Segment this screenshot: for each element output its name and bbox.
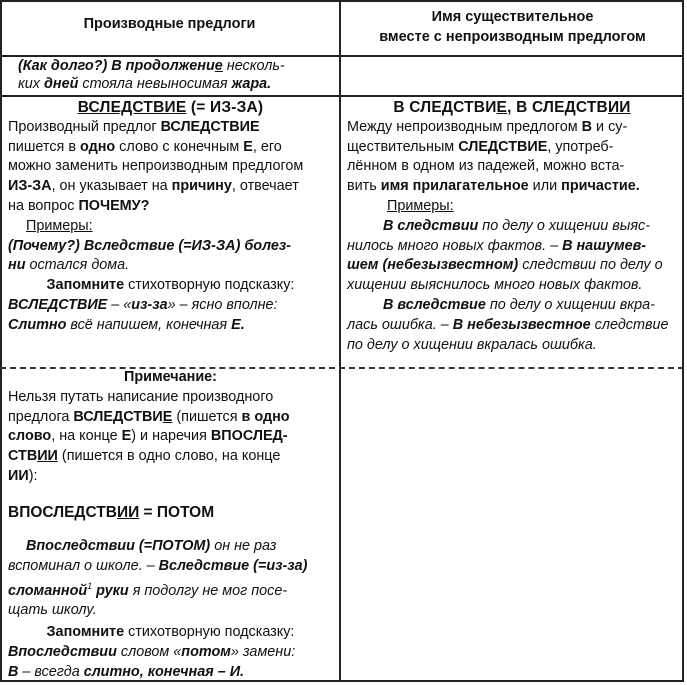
text: Запомните <box>46 624 125 640</box>
text: В <box>581 118 593 135</box>
text: ВПОСЛЕД- <box>210 428 288 445</box>
text: ИИ <box>37 448 58 465</box>
text: ВСЛЕДСТВИ <box>73 408 163 425</box>
text: В вследствие <box>383 296 486 313</box>
text: или <box>528 178 562 195</box>
text: руки <box>92 582 129 599</box>
text: , В СЛЕДСТВ <box>507 99 608 116</box>
text: В нашумев- <box>562 237 647 254</box>
text: и су- <box>592 118 628 135</box>
text: » замени: <box>230 643 296 660</box>
text: В следствии <box>383 217 479 234</box>
intro-word: дней <box>44 76 79 92</box>
text: ПОЧЕМУ? <box>78 197 150 214</box>
intro-question: (Как долго?) <box>18 58 108 74</box>
text: лённом в одном из падежей, можно вста- <box>347 158 625 175</box>
text: щать школу. <box>8 602 97 619</box>
right-title <box>347 98 677 118</box>
text: – « <box>107 296 132 313</box>
text: Впоследствии <box>8 643 117 660</box>
text: по делу о хищении выяс- <box>478 217 651 234</box>
text: вить <box>347 178 381 195</box>
text: можно заменить непроизводным предлогом <box>8 158 304 175</box>
intro-text: ких <box>18 76 44 92</box>
text: СЛЕДСТВИЕ <box>458 138 548 155</box>
text: Е <box>496 99 508 116</box>
text: стихотворную подсказку: <box>124 624 295 640</box>
text: на вопрос <box>8 197 79 214</box>
right-column <box>347 98 677 355</box>
text: следствии по делу о <box>518 257 663 274</box>
intro-word: В продолжени <box>111 58 215 74</box>
text: Е <box>121 428 132 445</box>
left-title <box>8 98 333 118</box>
left-title-ending: Е <box>175 99 187 116</box>
text: слитно, конечная – И. <box>83 663 245 680</box>
text: нилось много новых фактов. – <box>347 237 563 254</box>
left-memo-2-heading <box>8 623 333 643</box>
text: (пишется в одно слово, на конце <box>57 448 281 465</box>
text: В СЛЕДСТВИ <box>393 99 497 116</box>
header-right <box>341 7 684 47</box>
text: Слитно <box>8 316 67 333</box>
left-title-equiv: (= ИЗ-ЗА) <box>186 99 264 116</box>
intro-text: несколь- <box>222 58 285 74</box>
intro-text: стояла невыносимая <box>78 76 232 92</box>
header-right-line1: Имя существительное <box>431 9 594 25</box>
text: , употреб- <box>547 138 614 155</box>
right-rule <box>347 118 677 197</box>
text: ) и наречия <box>131 428 211 445</box>
text: ИИ <box>116 504 140 521</box>
text: , его <box>252 138 282 155</box>
right-example-2 <box>347 296 677 355</box>
left-poem <box>8 296 333 336</box>
left-poem-2 <box>8 643 333 683</box>
left-column <box>8 98 333 336</box>
text: ИИ <box>607 99 631 116</box>
text: причастие. <box>561 178 640 195</box>
text: , на конце <box>51 428 122 445</box>
text: по делу о хищении вкралась ошибка. <box>347 336 597 353</box>
text: = ПОТОМ <box>139 504 215 521</box>
left-title-word: ВСЛЕДСТВИ <box>77 99 176 116</box>
text: ни <box>8 257 26 274</box>
text: всё напишем, конечная <box>66 316 232 333</box>
text: Между непроизводным предлогом <box>347 118 582 135</box>
text: хищении выяснилось много новых фактов. <box>347 277 643 294</box>
text: ВСЛЕДСТВИЕ <box>160 118 260 135</box>
left-examples-label: Примеры: <box>26 217 93 234</box>
text: СТВ <box>8 448 38 465</box>
text: Е <box>243 138 253 155</box>
text: Вследствие (=из-за) <box>158 557 308 574</box>
text: сломанной <box>8 582 88 599</box>
text: ществительным <box>347 138 459 155</box>
text: причину <box>171 178 232 195</box>
text: лась ошибка. – <box>347 316 453 333</box>
text: потом <box>181 643 231 660</box>
text: , он указывает на <box>51 178 172 195</box>
text: предлога <box>8 408 74 425</box>
text: Производный предлог <box>8 118 161 135</box>
text: (пишется <box>172 408 242 425</box>
text: Е <box>162 408 173 425</box>
text: ): <box>28 467 38 484</box>
text: в одно <box>241 408 290 425</box>
intro-word-ending: е <box>214 58 223 74</box>
text: В <box>8 663 19 680</box>
text: имя прилагательное <box>380 178 529 195</box>
left-memo-heading <box>8 276 333 296</box>
text: он не раз <box>210 538 277 554</box>
text: » – ясно вполне: <box>167 296 278 313</box>
text: следствие <box>590 316 669 333</box>
header-left: Производные предлоги <box>83 16 256 32</box>
column-divider <box>339 0 341 682</box>
text: 1 <box>87 580 93 591</box>
text: Запомните <box>46 277 125 294</box>
text: слово с конечным <box>115 138 244 155</box>
left-note <box>8 368 333 487</box>
text: стихотворную подсказку: <box>124 277 295 294</box>
text: , отвечает <box>231 178 299 195</box>
text: словом « <box>116 643 182 660</box>
text: ВСЛЕДСТВИЕ <box>8 296 108 313</box>
text: пишется в <box>8 138 80 155</box>
text: по делу о хищении вкра- <box>485 296 655 313</box>
text: из-за <box>131 296 168 313</box>
left-equation <box>8 503 333 523</box>
text: ИИ <box>8 467 29 484</box>
right-example-1 <box>347 217 677 296</box>
text: шем (небезызвестном) <box>347 257 519 274</box>
text: вспоминал о школе. – <box>8 557 159 574</box>
text: ВПОСЛЕДСТВ <box>8 504 117 521</box>
left-note-label: Примечание: <box>124 369 217 385</box>
left-memo-2 <box>8 623 333 682</box>
header-right-line2: вместе с непроизводным предлогом <box>379 29 646 45</box>
left-example <box>8 237 333 277</box>
text: Е. <box>231 316 245 333</box>
intro-word: жара. <box>231 76 272 92</box>
intro-example <box>18 57 336 93</box>
text: В небезызвестное <box>452 316 591 333</box>
text: одно <box>79 138 116 155</box>
text: я подолгу не мог посе- <box>128 582 288 599</box>
left-example-2 <box>8 537 333 621</box>
left-note-text <box>8 388 333 487</box>
intro-divider <box>0 95 684 97</box>
text: ИЗ-ЗА <box>8 178 52 195</box>
right-examples-label: Примеры: <box>387 197 454 214</box>
text: – всегда <box>18 663 84 680</box>
text: (Почему?) Вследствие (=ИЗ-ЗА) болез- <box>8 237 291 254</box>
text: слово <box>8 428 52 445</box>
text: Впоследствии (=ПОТОМ) <box>26 538 211 554</box>
text: остался дома. <box>25 257 130 274</box>
left-rule <box>8 118 333 217</box>
text: Нельзя путать написание производного <box>8 388 274 405</box>
